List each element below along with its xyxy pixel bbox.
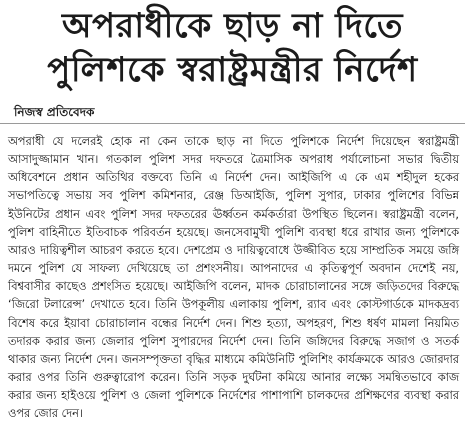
byline-divider [0,123,465,124]
byline: নিজস্ব প্রতিবেদক [14,105,95,119]
article-body [8,133,459,424]
headline-line-1: অপরাধীকে ছাড় না দিতে [62,6,403,46]
article-paragraph: অপরাধী যে দলেরই হোক না কেন তাকে ছাড় না দিতে পুলিশকে নির্দেশ দিয়েছেন স্বরাষ্ট্রমন্ত্রী আসাদুজ্জামান খান। গতকাল পুলিশ সদর দফতরে ত্রৈমাসিক অপরাধ পর্যালোচনা সভার দ্বিতীয় অধিবেশনে প্রধান অতিথির বক্তব্যে তিনি এ নির্দেশ দেন। আইজিপি এ কে এম শহীদুল হকের সভাপতিত্বে সভায় সব পুলিশ কমিশনার, রেঞ্জ ডিআইজি, পুলিশ সুপার, ঢাকার পুলিশের বিভিন্ন ইউনিটের প্রধান এবং পুলিশ সদর দফতরের ঊর্ধ্বতন কর্মকর্তারা উপস্থিত ছিলেন। স্বরাষ্ট্রমন্ত্রী বলেন, পুলিশ বাহিনীতে ইতিবাচক পরিবর্তন হয়েছে। জনসেবামুখী পুলিশি ব্যবস্থা ধরে রাখার জন্য পুলিশকে আরও দায়িত্বশীল আচরণ করতে হবে। দেশপ্রেম ও দায়িত্ববোধে উজ্জীবিত হয়ে সাম্প্রতিক সময়ে জঙ্গি দমনে পুলিশ যে সাফল্য দেখিয়েছে তা প্রশংসনীয়। আপনাদের এ কৃতিত্বপূর্ণ অবদান দেশেই নয়, বিশ্ববাসীর কাছেও প্রশংসিত হয়েছে। আইজিপি বলেন, মাদক চোরাচালানের সঙ্গে জড়িতদের বিরুদ্ধে ‘জিরো টলারেন্স’ দেখাতে হবে। তিনি উপকূলীয় এলাকায় পুলিশ, র‍্যাব এবং কোস্টগার্ডকে মাদকদ্রব্য বিশেষ করে ইয়াবা চোরাচালান বন্ধের নির্দেশ দেন। শিশু হত্যা, অপহরণ, শিশু ধর্ষণ মামলা নিয়মিত তদারক করার জন্য জেলার পুলিশ সুপারদের নির্দেশ দেন। তিনি জঙ্গিদের বিরুদ্ধে সজাগ ও সতর্ক থাকার জন্য নির্দেশ দেন। জনসম্পৃক্ততা বৃদ্ধির মাধ্যমে কমিউনিটি পুলিশিং কার্যক্রমকে আরও জোরদার করার ওপর তিনি গুরুত্বারোপ করেন। তিনি সড়ক দুর্ঘটনা কমিয়ে আনার লক্ষ্যে সমন্বিতভাবে কাজ করার জন্য হাইওয়ে পুলিশ ও জেলা পুলিশকে নির্দেশের পাশাপাশি চালকদের প্রশিক্ষণের ব্যবস্থা করার ওপর জোর দেন। [8,135,459,421]
article-headline [0,4,465,92]
headline-line-2: পুলিশকে স্বরাষ্ট্রমন্ত্রীর নির্দেশ [47,50,418,90]
